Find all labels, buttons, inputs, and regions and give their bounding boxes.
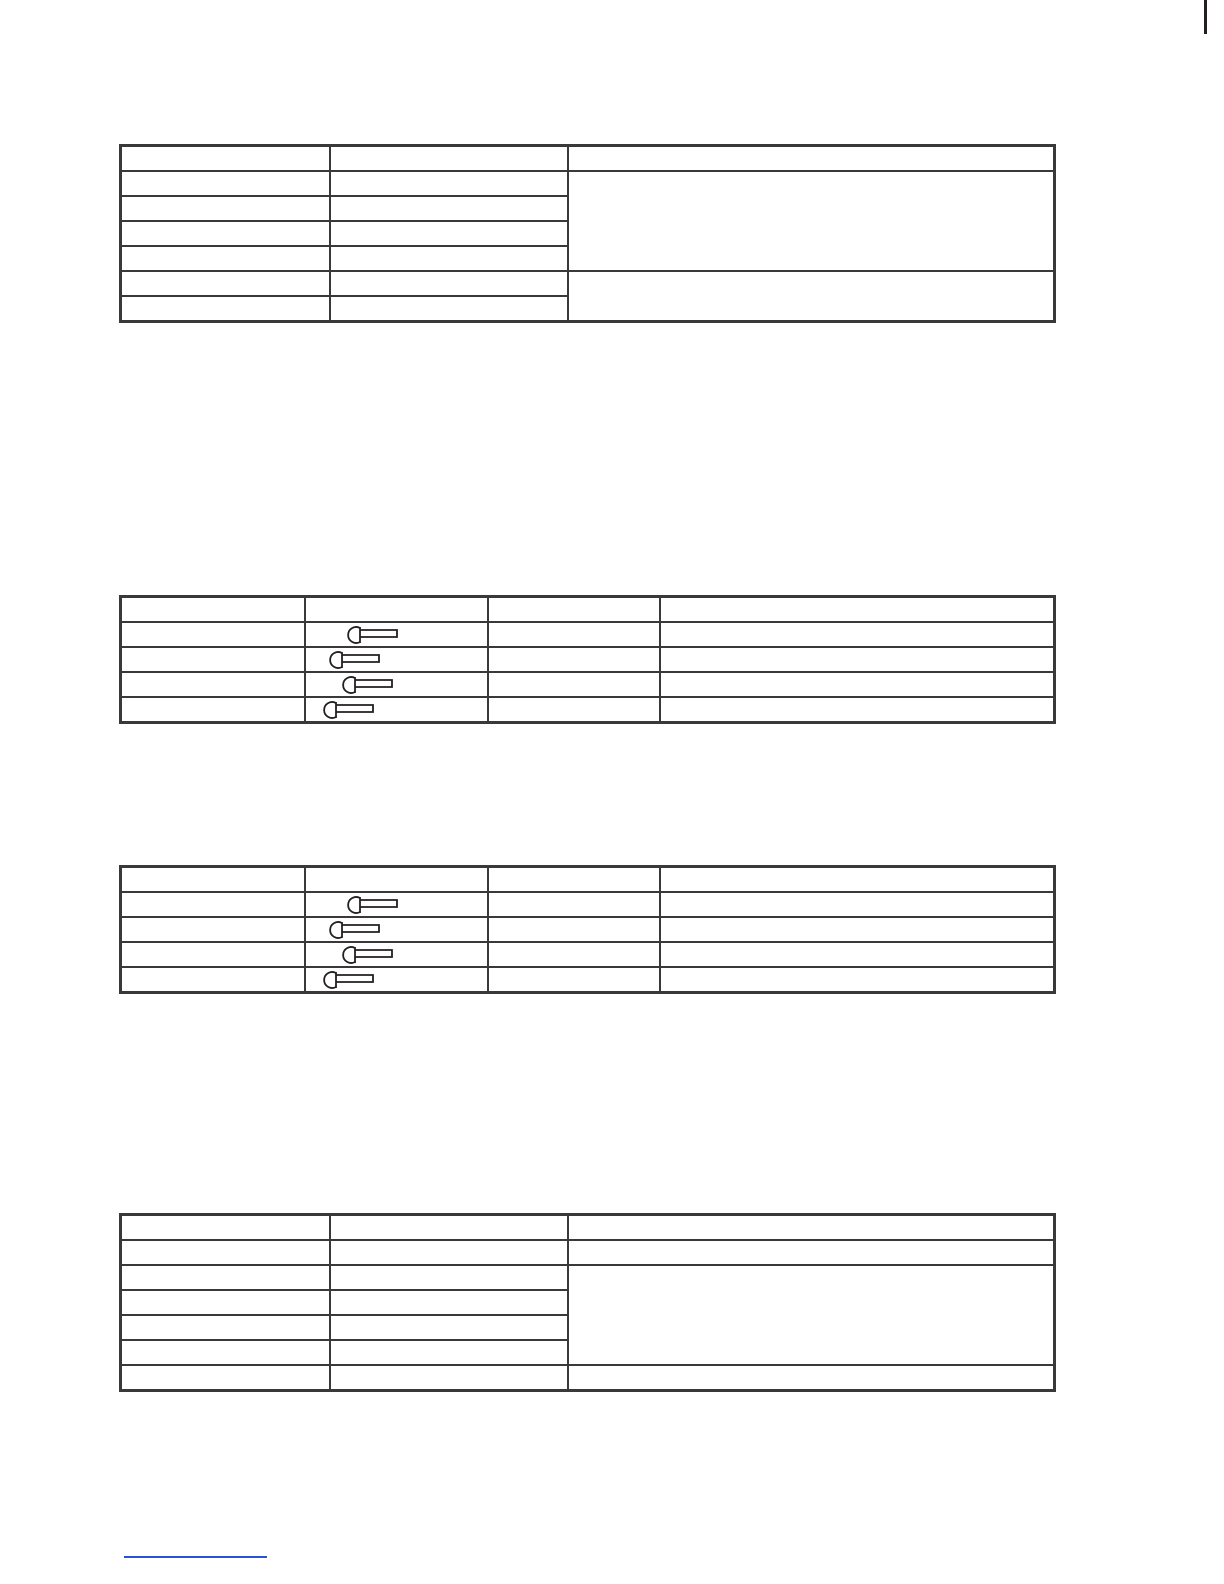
- table-cell: [121, 917, 305, 942]
- table-cell: [121, 1265, 330, 1290]
- table-cell: [488, 647, 660, 672]
- header-cell: [660, 597, 1055, 623]
- table-cell: [330, 221, 568, 246]
- table-cell: [488, 942, 660, 967]
- table-row: [121, 1240, 1055, 1265]
- table-row: [121, 622, 1055, 647]
- header-cell: [330, 1215, 568, 1241]
- table-cell: [488, 892, 660, 917]
- header-cell: [305, 867, 488, 893]
- table-row: [121, 697, 1055, 723]
- connector-plug-icon: [341, 945, 395, 965]
- table-cell: [121, 221, 330, 246]
- table-cell: [121, 1315, 330, 1340]
- connector-plug-icon: [341, 675, 395, 695]
- connector-plug-icon: [346, 625, 400, 645]
- merged-cell: [568, 171, 1055, 271]
- table-cell: [121, 296, 330, 322]
- footer-link-underline[interactable]: [124, 1556, 267, 1558]
- header-cell: [568, 1215, 1055, 1241]
- table-row: [121, 647, 1055, 672]
- header-cell: [488, 597, 660, 623]
- header-cell: [660, 867, 1055, 893]
- table-cell: [330, 1365, 568, 1391]
- table-cell: [330, 1240, 568, 1265]
- table-row: [121, 171, 1055, 196]
- table-cell: [121, 1365, 330, 1391]
- header-cell: [568, 146, 1055, 172]
- table-row: [121, 1265, 1055, 1290]
- table-header-row: [121, 1215, 1055, 1241]
- header-cell: [121, 146, 330, 172]
- table-cell: [660, 672, 1055, 697]
- table-2: [119, 595, 1056, 724]
- table-cell: [121, 942, 305, 967]
- connector-plug-icon: [328, 920, 382, 940]
- table-row: [121, 917, 1055, 942]
- table-cell: [488, 622, 660, 647]
- table-cell: [121, 1240, 330, 1265]
- connector-cell: [305, 697, 488, 723]
- table-cell: [330, 171, 568, 196]
- table-cell: [121, 1290, 330, 1315]
- table-row: [121, 942, 1055, 967]
- table-cell: [121, 1340, 330, 1365]
- connector-plug-icon: [328, 650, 382, 670]
- merged-cell: [568, 1265, 1055, 1365]
- connector-plug-icon: [322, 700, 376, 720]
- table-cell: [330, 246, 568, 271]
- table-header-row: [121, 146, 1055, 172]
- table-cell: [121, 271, 330, 296]
- table-header-row: [121, 597, 1055, 623]
- header-cell: [121, 597, 305, 623]
- header-cell: [305, 597, 488, 623]
- table-cell: [330, 271, 568, 296]
- connector-cell: [305, 622, 488, 647]
- table-row: [121, 672, 1055, 697]
- connector-cell: [305, 942, 488, 967]
- table-1: [119, 144, 1056, 323]
- table-cell: [660, 917, 1055, 942]
- table-4: [119, 1213, 1056, 1392]
- table-cell: [330, 1290, 568, 1315]
- header-cell: [121, 867, 305, 893]
- table-cell: [488, 917, 660, 942]
- table-cell: [660, 942, 1055, 967]
- table-cell: [568, 1365, 1055, 1391]
- table-cell: [121, 647, 305, 672]
- merged-cell: [568, 271, 1055, 322]
- table-cell: [121, 697, 305, 723]
- table-row: [121, 892, 1055, 917]
- table-cell: [330, 296, 568, 322]
- table-cell: [660, 967, 1055, 993]
- table-cell: [121, 892, 305, 917]
- connector-cell: [305, 672, 488, 697]
- table-cell: [488, 697, 660, 723]
- connector-plug-icon: [322, 970, 376, 990]
- page-edge-rule: [1204, 0, 1207, 34]
- table-cell: [330, 1340, 568, 1365]
- connector-cell: [305, 892, 488, 917]
- connector-cell: [305, 917, 488, 942]
- table-cell: [121, 672, 305, 697]
- table-cell: [660, 697, 1055, 723]
- table-cell: [660, 892, 1055, 917]
- table-row: [121, 967, 1055, 993]
- table-row: [121, 1365, 1055, 1391]
- table-row: [121, 271, 1055, 296]
- table-cell: [121, 171, 330, 196]
- table-3: [119, 865, 1056, 994]
- header-cell: [330, 146, 568, 172]
- table-cell: [488, 672, 660, 697]
- table-cell: [121, 622, 305, 647]
- connector-cell: [305, 647, 488, 672]
- table-cell: [121, 246, 330, 271]
- table-cell: [330, 1315, 568, 1340]
- table-cell: [488, 967, 660, 993]
- table-header-row: [121, 867, 1055, 893]
- table-cell: [330, 1265, 568, 1290]
- table-cell: [660, 647, 1055, 672]
- table-cell: [568, 1240, 1055, 1265]
- connector-cell: [305, 967, 488, 993]
- connector-plug-icon: [346, 895, 400, 915]
- header-cell: [121, 1215, 330, 1241]
- table-cell: [660, 622, 1055, 647]
- table-cell: [121, 196, 330, 221]
- table-cell: [330, 196, 568, 221]
- header-cell: [488, 867, 660, 893]
- table-cell: [121, 967, 305, 993]
